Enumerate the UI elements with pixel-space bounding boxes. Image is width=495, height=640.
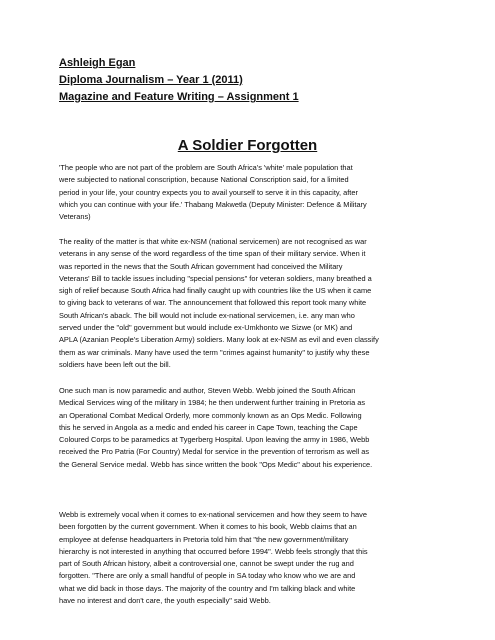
- article-title: A Soldier Forgotten: [177, 137, 318, 154]
- paragraph-text: The reality of the matter is that white ex-NSM (national servicemen) are not recognised as war veterans in any sense of the word regardless of the time span of their military service. When it was reported in the news that the South African government had conceived the Military Veterans' Bill to tackle issues including "special pensions" for veteran soldiers, many breathed a sigh of relief because South Africa had finally caught up with countries like the US when it came to giving back to veterans of war. The announcement that followed this report took many white South African's aback. The bill would not include ex-national servicemen, i.e. any man who served under the "old" government but would include ex-Umkhonto we Sizwe (or MK) and APLA (Azanian People's Liberation Army) soldiers. Many look at ex-NSM as evil and even classify them as war criminals. Many have used the term "crimes against humanity" to justify why these soldiers have been left out the bill.: [59, 237, 379, 369]
- paragraph-text: One such man is now paramedic and author, Steven Webb. Webb joined the South African Medical Services wing of the military in 1984; he then underwent further training in Pretoria as an Operational Combat Medical Orderly, more commonly known as an Ops Medic. Following this he served in Angola as a medic and ended his career in Cape Town, teaching the Cape Coloured Corps to be paramedics at Tygerberg Hospital. Upon leaving the army in 1986, Webb received the Pro Patria (For Country) Medal for service in the prevention of terrorism as well as the General Service medal. Webb has since written the book "Ops Medic" about his experience.: [59, 386, 373, 469]
- paragraph-webb-vocal: [59, 509, 444, 607]
- course-line: Diploma Journalism – Year 1 (2011): [59, 74, 243, 86]
- paragraph-text: Webb is extremely vocal when it comes to ex-national servicemen and how they seem to have been forgotten by the current government. When it comes to his book, Webb claims that an employee at defense headquarters in Pretoria told him that "the new government/military hierarchy is not interested in anything that occurred before 1994". Webb feels strongly that this part of South African history, albeit a controversial one, cannot be swept under the rug and forgotten. "There are only a small handful of people in SA today who know who we are and what we did back in those days. The majority of the country and I'm talking black and white have no interest and don't care, the youth especially" said Webb.: [59, 510, 368, 606]
- paragraph-quote: [59, 162, 444, 223]
- author-name: Ashleigh Egan: [59, 57, 136, 69]
- document-header: [59, 55, 459, 106]
- paragraph-reality: [59, 236, 444, 371]
- assignment-line: Magazine and Feature Writing – Assignment 1: [59, 91, 299, 103]
- paragraph-webb-intro: [59, 385, 444, 471]
- paragraph-text: 'The people who are not part of the problem are South Africa's 'white' male population that were subjected to national conscription, because National Conscription said, for a limited period in your life, your country expects you to avail yourself to serve it in this capacity, after which you can continue with your life.' Thabang Makwetla (Deputy Minister: Defence & Military Veterans): [59, 163, 367, 222]
